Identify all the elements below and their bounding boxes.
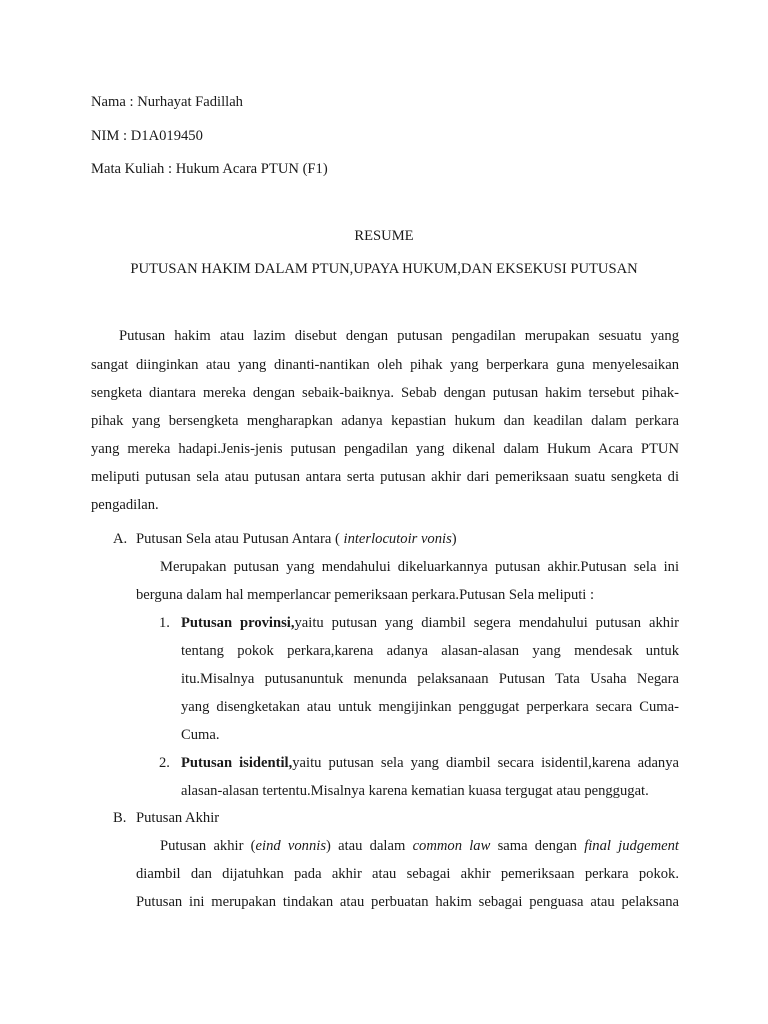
list-item-first-line: Putusan provinsi,yaitu putusan yang diambil segera mendahului putusan akhir [181, 615, 679, 631]
list-item-line: tentang pokok perkara,karena adanya alasan-alasan yang mendesak untuk [181, 643, 679, 659]
section-b-letter: B. [113, 810, 127, 826]
list-item-number: 2. [159, 755, 170, 771]
intro-line: sangat diinginkan atau yang dinanti-nantikan oleh pihak yang berperkara guna menyelesaikan [91, 357, 679, 373]
section-a-para-line: berguna dalam hal memperlancar pemeriksaan perkara.Putusan Sela meliputi : [136, 587, 595, 603]
intro-line: yang mereka hadapi.Jenis-jenis putusan pengadilan yang dikenal dalam Hukum Acara PTUN [91, 441, 679, 457]
intro-line: sengketa diantara mereka dengan sebaik-baiknya. Sebab dengan putusan hakim tersebut pihak- [91, 385, 679, 401]
list-item-number: 1. [159, 615, 170, 631]
list-item-line: itu.Misalnya putusanuntuk menunda pelaksanaan Putusan Tata Usaha Negara [181, 671, 679, 687]
section-a-heading: Putusan Sela atau Putusan Antara ( interlocutoir vonis) [136, 531, 457, 547]
intro-line: pengadilan. [91, 497, 159, 513]
section-b-para-line: Putusan akhir (eind vonnis) atau dalam common law sama dengan final judgement [160, 838, 679, 854]
student-name: Nama : Nurhayat Fadillah [91, 94, 243, 110]
section-b-para-line: Putusan ini merupakan tindakan atau perbuatan hakim sebagai penguasa atau pelaksana [136, 894, 679, 910]
intro-line: pihak yang bersengketa mengharapkan adanya kepastian hukum dan keadilan dalam perkara [91, 413, 679, 429]
document-title: RESUME [354, 228, 414, 244]
section-b-para-line: diambil dan dijatuhkan pada akhir atau sebagai akhir pemeriksaan perkara pokok. [136, 866, 679, 882]
list-item-first-line: Putusan isidentil,yaitu putusan sela yang diambil secara isidentil,karena adanya [181, 755, 679, 771]
list-item-line: Cuma. [181, 727, 220, 743]
list-item-line: yang disengketakan atau untuk mengijinkan penggugat perperkara secara Cuma- [181, 699, 679, 715]
document-subtitle: PUTUSAN HAKIM DALAM PTUN,UPAYA HUKUM,DAN EKSEKUSI PUTUSAN [130, 261, 638, 277]
list-item-line: alasan-alasan tertentu.Misalnya karena kematian kuasa tergugat atau penggugat. [181, 783, 649, 799]
section-a-para-line: Merupakan putusan yang mendahului dikeluarkannya putusan akhir.Putusan sela ini [160, 559, 679, 575]
course-name: Mata Kuliah : Hukum Acara PTUN (F1) [91, 161, 328, 177]
intro-line: meliputi putusan sela atau putusan antara serta putusan akhir dari pemeriksaan suatu sengketa di [91, 469, 679, 485]
intro-line: Putusan hakim atau lazim disebut dengan putusan pengadilan merupakan sesuatu yang [119, 328, 679, 344]
section-a-letter: A. [113, 531, 128, 547]
section-b-heading: Putusan Akhir [136, 810, 220, 826]
student-nim: NIM : D1A019450 [91, 128, 203, 144]
